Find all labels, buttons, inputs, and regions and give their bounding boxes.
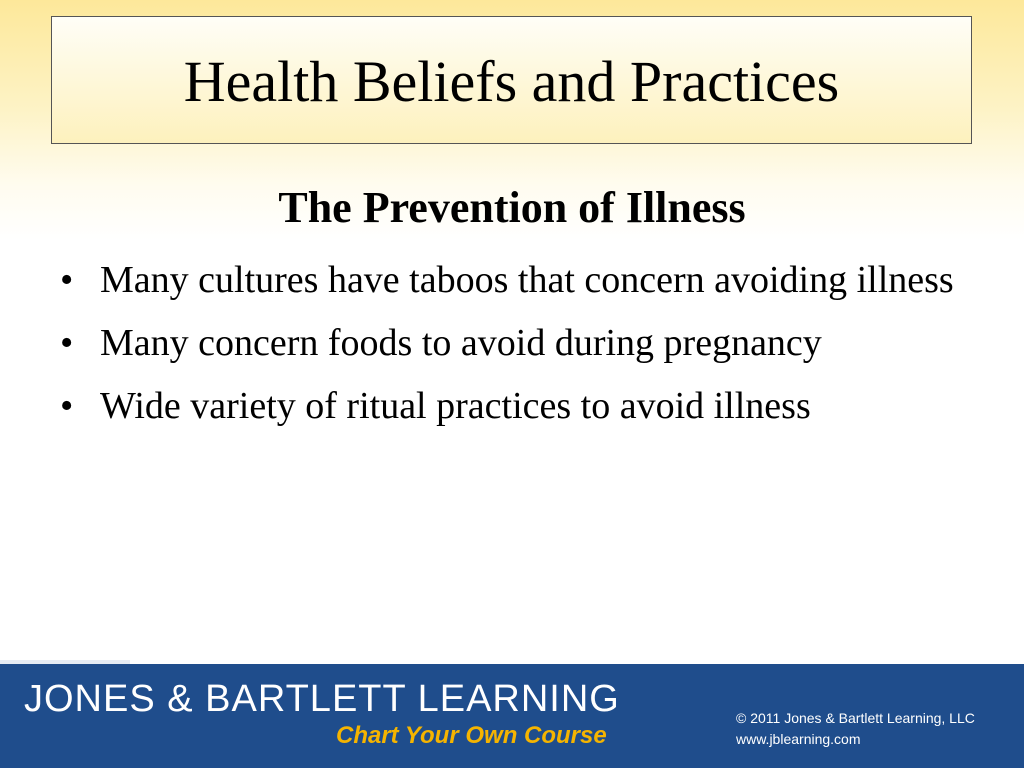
publisher-logo-text: JONES & BARTLETT LEARNING [24,678,620,720]
bullet-item [60,256,990,304]
bullet-text: Many cultures have taboos that concern avoiding illness [100,259,954,301]
publisher-tagline: Chart Your Own Course [336,722,607,749]
slide-title: Health Beliefs and Practices [183,48,840,114]
bullet-text: Wide variety of ritual practices to avoid illness [100,385,811,427]
bullet-marker: • [60,385,74,427]
bullet-marker: • [60,259,74,301]
copyright-notice: © 2011 Jones & Bartlett Learning, LLC [736,710,975,726]
slide-subheading: The Prevention of Illness [278,183,746,232]
bullet-item [60,319,990,367]
publisher-url: www.jblearning.com [736,731,861,747]
bullet-item [60,382,990,430]
bullet-text: Many concern foods to avoid during pregnancy [100,322,822,364]
title-box [51,16,972,144]
bullet-marker: • [60,322,74,364]
bullet-list [60,256,990,445]
